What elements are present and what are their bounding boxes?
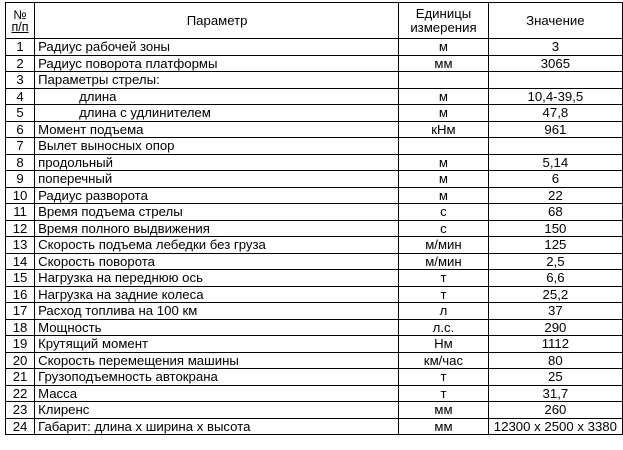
table-row [6, 171, 623, 188]
row-parameter: Крутящий момент [35, 336, 399, 353]
row-unit: мм [399, 418, 489, 435]
header-number [6, 3, 35, 39]
row-number: 9 [6, 171, 35, 188]
row-unit: мм [399, 55, 489, 72]
table-row [6, 220, 623, 237]
row-unit [399, 138, 489, 155]
row-parameter: длина [35, 88, 399, 105]
row-value [488, 138, 622, 155]
row-unit: т [399, 369, 489, 386]
row-number: 23 [6, 402, 35, 419]
row-number: 21 [6, 369, 35, 386]
row-unit: Нм [399, 336, 489, 353]
table-row [6, 204, 623, 221]
row-parameter: Мощность [35, 319, 399, 336]
header-number-top: № [13, 7, 27, 22]
row-unit: кНм [399, 121, 489, 138]
row-parameter: Скорость подъема лебедки без груза [35, 237, 399, 254]
row-number: 15 [6, 270, 35, 287]
row-number: 10 [6, 187, 35, 204]
row-unit: с [399, 220, 489, 237]
row-value: 80 [488, 352, 622, 369]
row-value: 260 [488, 402, 622, 419]
row-parameter: Нагрузка на задние колеса [35, 286, 399, 303]
row-unit: км/час [399, 352, 489, 369]
row-value: 150 [488, 220, 622, 237]
row-value: 290 [488, 319, 622, 336]
row-unit: т [399, 286, 489, 303]
row-value: 1112 [488, 336, 622, 353]
row-unit: м [399, 88, 489, 105]
row-number: 7 [6, 138, 35, 155]
row-number: 24 [6, 418, 35, 435]
row-parameter: Радиус разворота [35, 187, 399, 204]
row-number: 1 [6, 39, 35, 56]
row-parameter: Скорость перемещения машины [35, 352, 399, 369]
row-value: 25 [488, 369, 622, 386]
row-number: 2 [6, 55, 35, 72]
row-parameter: Масса [35, 385, 399, 402]
row-parameter: поперечный [35, 171, 399, 188]
row-parameter: Расход топлива на 100 км [35, 303, 399, 320]
row-value: 47,8 [488, 105, 622, 122]
row-parameter: Параметры стрелы: [35, 72, 399, 89]
row-number: 8 [6, 154, 35, 171]
row-number: 20 [6, 352, 35, 369]
row-unit: л.с. [399, 319, 489, 336]
row-number: 11 [6, 204, 35, 221]
row-parameter: Клиренс [35, 402, 399, 419]
table-row [6, 402, 623, 419]
row-value: 37 [488, 303, 622, 320]
table-row [6, 105, 623, 122]
row-parameter: Габарит: длина х ширина х высота [35, 418, 399, 435]
row-parameter: Вылет выносных опор [35, 138, 399, 155]
row-number: 12 [6, 220, 35, 237]
table-row [6, 121, 623, 138]
table-row [6, 237, 623, 254]
row-unit: л [399, 303, 489, 320]
row-number: 16 [6, 286, 35, 303]
row-number: 17 [6, 303, 35, 320]
row-number: 14 [6, 253, 35, 270]
table-row [6, 303, 623, 320]
specs-table-container [5, 2, 623, 435]
row-parameter: длина с удлинителем [35, 105, 399, 122]
row-parameter: Радиус поворота платформы [35, 55, 399, 72]
row-parameter: Время полного выдвижения [35, 220, 399, 237]
table-row [6, 253, 623, 270]
header-parameter: Параметр [35, 3, 399, 39]
row-value: 5,14 [488, 154, 622, 171]
specs-table [5, 2, 623, 435]
row-value: 6 [488, 171, 622, 188]
row-parameter: Время подъема стрелы [35, 204, 399, 221]
row-number: 3 [6, 72, 35, 89]
row-value: 6,6 [488, 270, 622, 287]
table-row [6, 39, 623, 56]
table-row [6, 286, 623, 303]
table-row [6, 88, 623, 105]
table-row [6, 352, 623, 369]
row-value: 3065 [488, 55, 622, 72]
row-unit: м [399, 187, 489, 204]
row-unit: м/мин [399, 253, 489, 270]
row-unit: т [399, 270, 489, 287]
header-units-bottom: измерения [410, 19, 477, 35]
row-number: 19 [6, 336, 35, 353]
row-value: 961 [488, 121, 622, 138]
header-number-bottom: п/п [11, 19, 29, 34]
table-body [6, 39, 623, 435]
row-number: 22 [6, 385, 35, 402]
row-value: 22 [488, 187, 622, 204]
row-unit [399, 72, 489, 89]
row-unit: м/мин [399, 237, 489, 254]
table-row [6, 72, 623, 89]
row-number: 18 [6, 319, 35, 336]
row-parameter: Момент подъема [35, 121, 399, 138]
row-value: 125 [488, 237, 622, 254]
row-unit: т [399, 385, 489, 402]
row-parameter: Скорость поворота [35, 253, 399, 270]
row-parameter: Радиус рабочей зоны [35, 39, 399, 56]
row-number: 13 [6, 237, 35, 254]
row-unit: мм [399, 402, 489, 419]
row-number: 6 [6, 121, 35, 138]
row-unit: м [399, 105, 489, 122]
table-row [6, 55, 623, 72]
row-parameter: Нагрузка на переднюю ось [35, 270, 399, 287]
table-row [6, 187, 623, 204]
table-row [6, 418, 623, 435]
table-row [6, 319, 623, 336]
row-value [488, 72, 622, 89]
row-value: 31,7 [488, 385, 622, 402]
row-number: 5 [6, 105, 35, 122]
row-unit: м [399, 154, 489, 171]
row-parameter: Грузоподъемность автокрана [35, 369, 399, 386]
row-unit: м [399, 39, 489, 56]
row-value: 25,2 [488, 286, 622, 303]
row-value: 10,4-39,5 [488, 88, 622, 105]
table-header-row [6, 3, 623, 39]
row-number: 4 [6, 88, 35, 105]
table-row [6, 336, 623, 353]
table-row [6, 270, 623, 287]
row-unit: с [399, 204, 489, 221]
row-parameter: продольный [35, 154, 399, 171]
table-row [6, 369, 623, 386]
header-value: Значение [488, 3, 622, 39]
row-value: 12300 х 2500 х 3380 [488, 418, 622, 435]
row-value: 3 [488, 39, 622, 56]
header-units-top: Единицы [415, 5, 472, 21]
row-value: 68 [488, 204, 622, 221]
header-units [399, 3, 489, 39]
table-row [6, 138, 623, 155]
row-unit: м [399, 171, 489, 188]
table-row [6, 385, 623, 402]
row-value: 2,5 [488, 253, 622, 270]
table-row [6, 154, 623, 171]
